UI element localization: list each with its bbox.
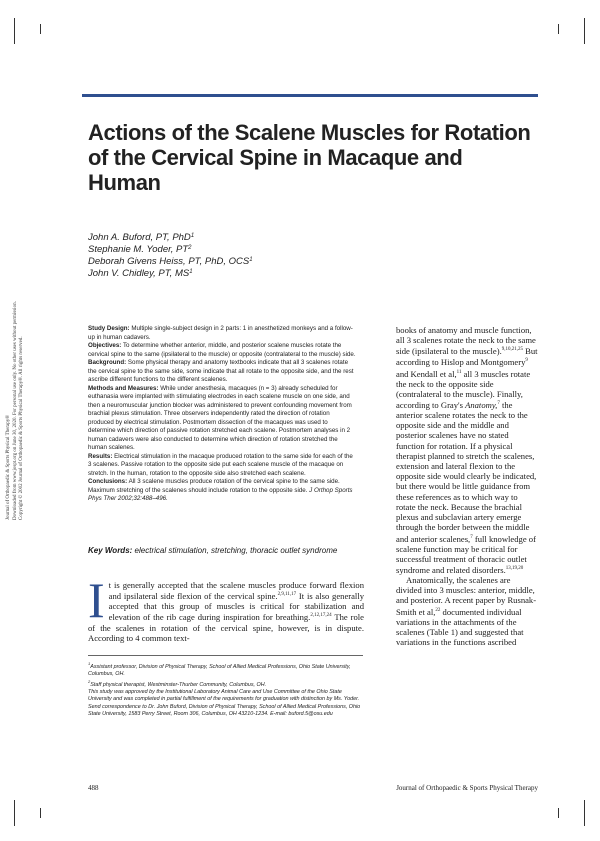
journal-footer: Journal of Orthopaedic & Sports Physical Therapy [396, 784, 538, 792]
drop-cap: I [88, 572, 105, 628]
download-notice: Journal of Orthopaedic & Sports Physical Therapy® Downloaded from www.jospt.org on June 30, 2020. For personal use only. No other uses without permission. Copyright © 2002 Journal of Orthopaedic & Sports Physical Therapy®. All rights reserved. [6, 301, 24, 520]
crop-mark [40, 24, 41, 34]
footnote-rule [88, 655, 363, 656]
keywords [88, 546, 363, 556]
footnote: $^1$Assistant professor, Division of Physical Therapy, School of Allied Medical Professions, Ohio State University, Columbus, OH. [88, 661, 351, 677]
crop-mark [14, 800, 15, 826]
abstract-study-design: Study Design: Multiple single-subject design in 2 parts: 1 in anesthetized monkeys and a follow-up in human cadavers. [88, 325, 353, 341]
body-paragraph: Anatomically, the scalenes are divided into 3 muscles: anterior, middle, and posterior. A recent paper by Rusnak-Smith et al,$^{22}$ documented individual variations in the attachments of the scalenes (Table 1) and suggested that variations in the functions ascribed [396, 575, 537, 648]
intro-paragraph: It is generally accepted that the scalene muscles produce forward flexion and ipsilateral side flexion of the cervical spine.$^{2,9,11,17}$ It is also generally accepted that this group of muscles is critical for stabilization and elevation of the rib cage during inspiration for breathing.$^{2,12,17,24}$ The role of the scalenes in rotation of the cervical spine, however, is in dispute. According to 4 common text- [88, 572, 365, 643]
header-rule [82, 94, 538, 97]
author: Deborah Givens Heiss, PT, PhD, OCS$^1$ [88, 256, 253, 267]
crop-mark [558, 24, 559, 34]
right-column-text [396, 325, 538, 647]
article-title: Actions of the Scalene Muscles for Rotation of the Cervical Spine in Macaque and Human [88, 120, 531, 195]
crop-mark [584, 800, 585, 826]
crop-mark [14, 18, 15, 44]
abstract-methods: Methods and Measures: While under anesthesia, macaques (n = 3) already scheduled for euthanasia were implanted with stimulating electrodes in each scalene muscle on one side, and then a neuromuscular junction blocker was administered to prevent confounding movement from brachial plexus stimulation. Three observers independently rated the direction of rotation produced by electrical stimulation. Postmortem dissection of the macaques was used to determine which direction of passive rotation stretched each scalene. Postmortem analyses in 2 human cadavers were also conducted to determine which direction of rotation stretched the human scalenes. [88, 384, 352, 451]
footnote: Send correspondence to Dr. John Buford, Division of Physical Therapy, School of Allied Medical Professions, Ohio State University, 1583 Perry Street, Room 306, Columbus, OH 43210-1234. E-mail: buford.5@osu.edu [88, 703, 361, 717]
crop-mark [40, 808, 41, 818]
crop-mark [558, 808, 559, 818]
crop-mark [584, 18, 585, 44]
abstract [88, 325, 356, 504]
footnotes [88, 660, 364, 718]
author: John A. Buford, PT, PhD$^1$ [88, 232, 195, 243]
author: John V. Chidley, PT, $MS^1$ [88, 268, 193, 279]
author: Stephanie M. Yoder, $PT^2$ [88, 244, 192, 255]
abstract-conclusions: Conclusions: All 3 scalene muscles produce rotation of the cervical spine to the same side. Maximum stretching of the scalenes should include rotation to the opposite side. J Orthop Sports Phys Ther 2002;32:488–496. [88, 478, 353, 502]
abstract-citation: J Orthop Sports Phys Ther 2002;32:488–496. [88, 486, 353, 502]
page-number: 488 [88, 784, 99, 792]
keywords-text: electrical stimulation, stretching, thoracic outlet syndrome [134, 546, 338, 555]
footnote: This study was approved by the Institutional Laboratory Animal Care and Use Committee of the Ohio State University and was completed in partial fulfillment of the requirements for graduation with distinction by Ms. Yoder. [88, 689, 360, 703]
abstract-results: Results: Electrical stimulation in the macaque produced rotation to the same side for each of the 3 scalenes. Passive rotation to the opposite side put each scalene muscle of the macaque on stretch. In the human, rotation to the opposite side also stretched each scalene. [88, 452, 353, 477]
abstract-objectives: Objectives: To determine whether anterior, middle, and posterior scalene muscles rotate the cervical spine to the same (ipsilateral to the muscle) or opposite (contralateral to the muscle) side. [88, 342, 356, 358]
footnote: $^2$Staff physical therapist, Westminster-Thurber Community, Columbus, OH. [88, 679, 267, 688]
body-paragraph: books of anatomy and muscle function, all 3 scalenes rotate the neck to the same side (ipsilateral to the muscle).$^{9,10,21,25}$ But according to Hislop and Montgomery$^9$ and Kendall et al,$^{11}$ all 3 muscles rotate the neck to the opposite side (contralateral to the muscle). Finally, according to Gray's Anatomy,$^7$ the anterior scalene rotates the neck to the opposite side and the middle and posterior scalenes have no stated function for rotation. If a physical therapist planned to stretch the scalenes, extension and lateral flexion to the opposite side would clearly be indicated, but there would be little guidance from these references as to which way to rotate the neck. Because the brachial plexus and subclavian artery emerge through the border between the middle and anterior scalenes,$^7$ full knowledge of scalene function may be critical for successful treatment of thoracic outlet syndrome and related disorders.$^{13,19,20}$ [396, 325, 538, 575]
abstract-background: Background: Some physical therapy and anatomy textbooks indicate that all 3 scalenes rotate the cervical spine to the same side, some indicate that all rotate to the opposite side, and the rest ascribe different functions to the different scalenes. [88, 359, 354, 383]
keywords-label: Key Words: [88, 546, 133, 555]
